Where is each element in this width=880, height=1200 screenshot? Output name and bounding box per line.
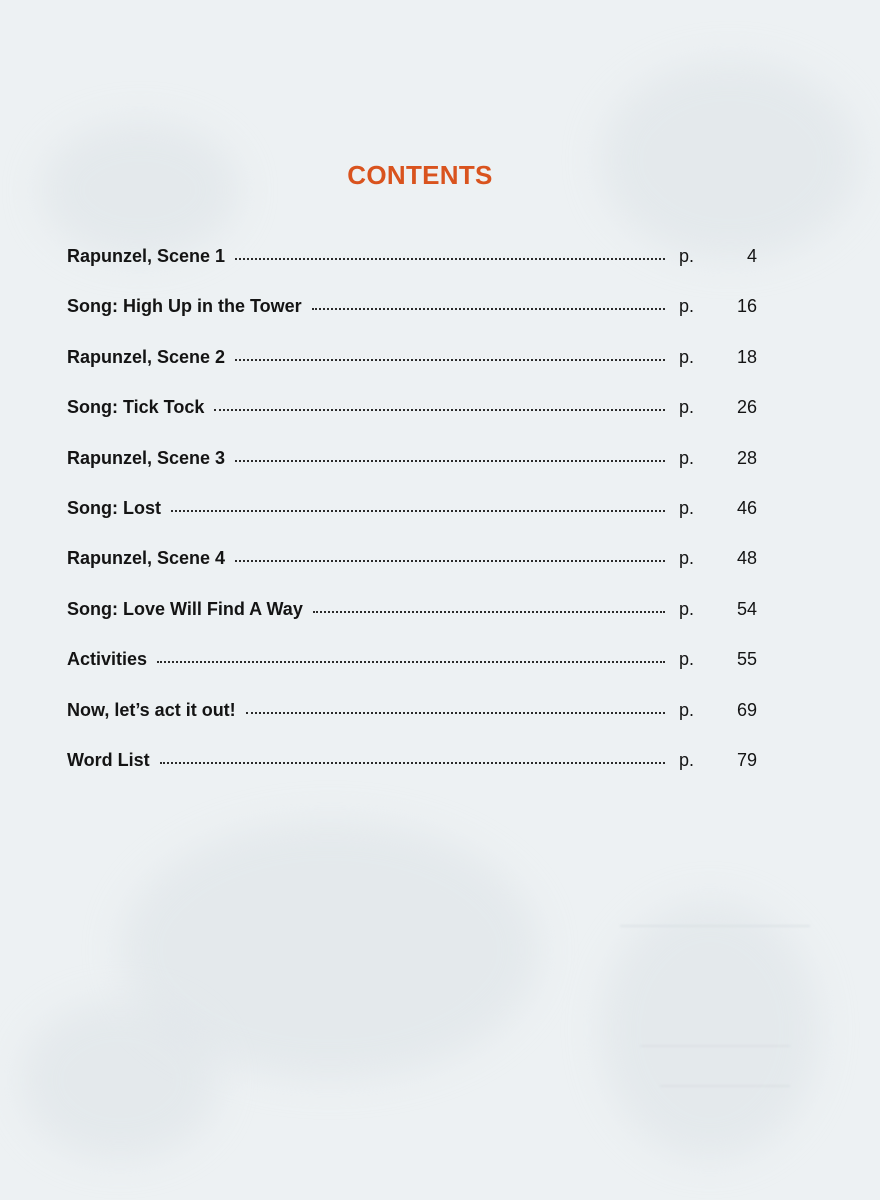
toc-page-number: 18: [736, 346, 757, 367]
dot-leader: [160, 762, 665, 764]
bleed-through-line: [620, 925, 810, 927]
bleed-through-shape: [20, 1000, 220, 1160]
toc-entry: [67, 397, 757, 447]
toc-page-number: 28: [736, 447, 757, 468]
toc-entry-title: Rapunzel, Scene 4: [67, 548, 226, 569]
dot-leader: [235, 460, 665, 462]
toc-page-number: 54: [736, 598, 757, 619]
toc-entry: [67, 498, 757, 548]
toc-page-number: 48: [736, 548, 757, 569]
dot-leader: [312, 308, 665, 310]
dot-leader: [235, 560, 665, 562]
toc-entry: [67, 700, 757, 750]
toc-page-number: 26: [736, 397, 757, 418]
toc-entry-title: Song: Love Will Find A Way: [67, 598, 303, 619]
toc-page-number: 4: [746, 246, 757, 266]
toc-page-prefix: p.: [679, 598, 695, 619]
toc-entry: [67, 448, 757, 498]
dot-leader: [313, 611, 665, 613]
toc-entry-title: Now, let’s act it out!: [67, 699, 236, 720]
toc-page-number: 46: [736, 497, 757, 518]
bleed-through-shape: [600, 900, 820, 1160]
toc-page-number: 16: [736, 296, 757, 317]
dot-leader: [157, 661, 665, 663]
toc-entry: [67, 296, 757, 346]
dot-leader: [235, 359, 665, 361]
toc-entry-title: Activities: [67, 649, 148, 670]
page-title: CONTENTS: [347, 160, 493, 190]
bleed-through-line: [660, 1085, 790, 1087]
toc-entry: [67, 246, 757, 296]
table-of-contents: [67, 246, 757, 800]
toc-entry-title: Song: High Up in the Tower: [67, 296, 302, 317]
toc-entry: [67, 599, 757, 649]
toc-entry-title: Rapunzel, Scene 2: [67, 346, 226, 367]
toc-entry: [67, 649, 757, 699]
toc-page-prefix: p.: [679, 497, 695, 518]
dot-leader: [246, 712, 665, 714]
toc-page-prefix: p.: [679, 296, 695, 317]
toc-entry: [67, 347, 757, 397]
toc-page-prefix: p.: [679, 397, 695, 418]
toc-page-prefix: p.: [679, 699, 695, 720]
toc-page-prefix: p.: [679, 246, 695, 266]
toc-page-prefix: p.: [679, 548, 695, 569]
dot-leader: [214, 409, 665, 411]
toc-page-prefix: p.: [679, 346, 695, 367]
toc-page-prefix: p.: [679, 749, 695, 770]
toc-entry-title: Song: Tick Tock: [67, 397, 205, 418]
toc-entry-title: Song: Lost: [67, 497, 161, 518]
bleed-through-line: [640, 1045, 790, 1047]
toc-entry-title: Rapunzel, Scene 1: [67, 246, 226, 266]
dot-leader: [171, 510, 665, 512]
toc-page-number: 55: [736, 649, 757, 670]
dot-leader: [235, 258, 665, 260]
toc-entry-title: Word List: [67, 749, 150, 770]
toc-entry: [67, 548, 757, 598]
toc-page-prefix: p.: [679, 649, 695, 670]
toc-entry-title: Rapunzel, Scene 3: [67, 447, 226, 468]
toc-entry: [67, 750, 757, 800]
toc-page-number: 79: [736, 749, 757, 770]
toc-page-number: 69: [736, 699, 757, 720]
toc-page-prefix: p.: [679, 447, 695, 468]
